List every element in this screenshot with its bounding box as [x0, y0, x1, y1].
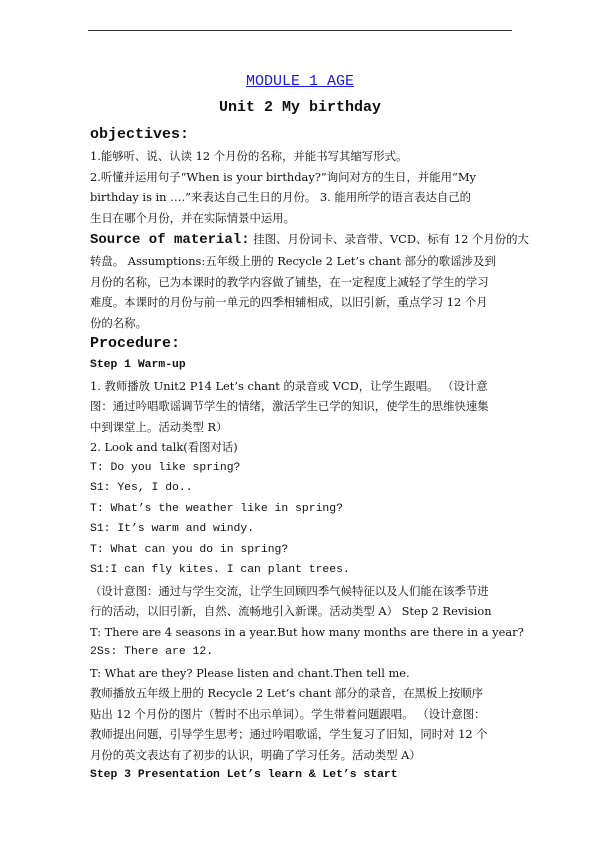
- procedure-line: 2. Look and talk(看图对话): [90, 440, 238, 454]
- dialogue-line: T: There are 4 seasons in a year.But how many months are there in a year?: [90, 624, 524, 639]
- procedure-line: 行的活动，以旧引新，自然、流畅地引入新课。活动类型 A） Step 2 Revision: [90, 604, 492, 618]
- dialogue-line: T: What can you do in spring?: [90, 543, 289, 556]
- objectives-line: 2.听懂并运用句子“When is your birthday?”询问对方的生日，并能用“My: [90, 169, 476, 184]
- page-title[interactable]: MODULE 1 AGE: [245, 73, 355, 90]
- objectives-line: 1.能够听、说、认读 12 个月份的名称，并能书写其缩写形式。: [90, 149, 408, 163]
- procedure-line: 中到课堂上。活动类型 R）: [90, 419, 228, 434]
- procedure-line: （设计意图：通过与学生交流，让学生回顾四季气候特征以及人们能在该季节进: [90, 583, 489, 598]
- top-rule: [88, 30, 512, 31]
- dialogue-line: S1:I can fly kites. I can plant trees.: [90, 564, 350, 576]
- procedure-line: 贴出 12 个月份的图片（暂时不出示单词）。学生带着问题跟唱。 （设计意图：: [90, 706, 486, 721]
- procedure-line: 1. 教师播放 Unit2 P14 Let’s chant 的录音或 VCD，让学生跟唱。 （设计意: [90, 378, 488, 393]
- material-heading: Source of material:: [90, 232, 250, 248]
- dialogue-line: T: What are they? Please listen and chant.Then tell me.: [90, 665, 410, 680]
- material-line: 月份的名称，已为本课时的教学内容做了铺垫，在一定程度上减轻了学生的学习: [90, 274, 489, 289]
- material-line: 转盘。 Assumptions:五年级上册的 Recycle 2 Let’s chant 部分的歌谣涉及到: [90, 254, 496, 268]
- step-3-heading: Step 3 Presentation Let’s learn & Let’s start: [90, 769, 398, 781]
- dialogue-line: S1: Yes, I do..: [90, 482, 193, 494]
- dialogue-line: S1: It’s warm and windy.: [90, 523, 255, 535]
- document-body: [90, 124, 529, 786]
- procedure-line: 教师播放五年级上册的 Recycle 2 Let’s chant 部分的录音，在黑板上按顺序: [90, 686, 484, 700]
- dialogue-line: T: What’s the weather like in spring?: [90, 502, 343, 515]
- procedure-line: 教师提出问题，引导学生思考；通过吟唱歌谣，学生复习了旧知，同时对 12 个: [90, 727, 488, 741]
- material-line: 难度。本课时的月份与前一单元的四季相辅相成，以旧引新，重点学习 12 个月: [90, 295, 488, 309]
- objectives-heading: objectives:: [90, 126, 190, 143]
- material-line: 份的名称。: [90, 315, 147, 330]
- procedure-line: 月份的英文表达有了初步的认识，明确了学习任务。活动类型 A）: [90, 747, 421, 762]
- material-text: 挂图、月份词卡、录音带、VCD、标有 12 个月份的大: [253, 232, 529, 246]
- step-1-heading: Step 1 Warm-up: [90, 359, 186, 371]
- procedure-line: 图：通过吟唱歌谣调节学生的情绪，激活学生已学的知识，使学生的思维快速集: [90, 399, 489, 413]
- dialogue-line: 2Ss: There are 12.: [90, 646, 214, 658]
- material-first-line: [90, 228, 529, 251]
- objectives-line: birthday is in ….”来表达自己生日的月份。 3. 能用所学的语言表达自己的: [90, 190, 472, 204]
- unit-subtitle: Unit 2 My birthday: [218, 99, 382, 116]
- dialogue-line: T: Do you like spring?: [90, 461, 241, 474]
- procedure-heading: Procedure:: [90, 335, 181, 352]
- objectives-line: 生日在哪个月份，并在实际情景中运用。: [90, 210, 296, 225]
